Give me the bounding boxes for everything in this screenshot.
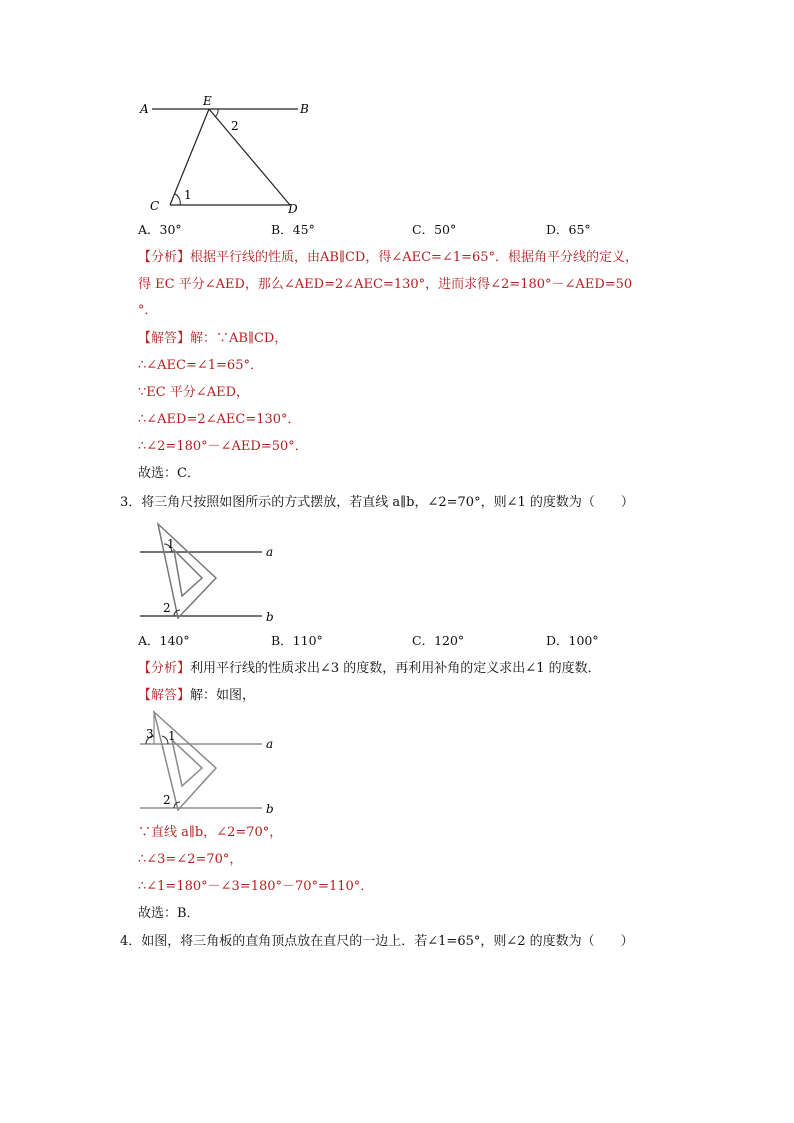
label-e: E xyxy=(203,94,212,108)
q2-option-c: C．50° xyxy=(412,222,457,237)
label-angle-3: 3 xyxy=(146,727,154,741)
q3-options xyxy=(138,633,658,649)
q3-analysis-tag: 【分析】 xyxy=(138,661,191,676)
label-angle-2: 2 xyxy=(163,601,171,615)
label-angle-1: 1 xyxy=(168,729,176,743)
q4-stem: 4．如图，将三角板的直角顶点放在直尺的一边上．若∠1=65°，则∠2 的度数为（ ） xyxy=(120,934,634,949)
q3-answer-line1 xyxy=(138,687,255,705)
label-c: C xyxy=(150,199,160,213)
q3-answer-text1: 解：如图， xyxy=(190,688,256,703)
q3-choice: 故选：B． xyxy=(138,906,200,921)
label-a: a xyxy=(266,545,274,559)
angle-1-arc xyxy=(175,194,180,205)
segment-ed xyxy=(209,109,290,205)
q3-analysis-line1 xyxy=(138,660,601,678)
q2-answer-tag: 【解答】 xyxy=(138,331,191,346)
q2-options xyxy=(138,222,658,238)
q2-analysis-text1: 根据平行线的性质，由AB∥CD，得∠AEC=∠1=65°．根据角平分线的定义， xyxy=(190,250,639,265)
q3-answer-line4: ∴∠1=180°－∠3=180°－70°=110°． xyxy=(138,879,374,894)
q2-option-b: B．45° xyxy=(271,222,315,237)
set-square-inner xyxy=(174,550,202,596)
q3-option-d: D．100° xyxy=(546,633,599,648)
q2-analysis-line3: °． xyxy=(138,303,158,318)
label-a: A xyxy=(140,102,149,116)
q3-stem: 3．将三角尺按照如图所示的方式摆放，若直线 a∥b，∠2=70°，则∠1 的度数为（ ） xyxy=(120,495,634,510)
set-square-inner xyxy=(172,740,202,786)
label-angle-1: 1 xyxy=(167,537,175,551)
q3-option-b: B．110° xyxy=(271,633,323,648)
label-angle-1: 1 xyxy=(184,188,192,202)
q3-option-a: A．140° xyxy=(138,633,190,648)
label-b: b xyxy=(266,610,274,624)
q2-answer-line5: ∴∠2=180°－∠AED=50°． xyxy=(138,439,308,454)
q3-option-c: C．120° xyxy=(412,633,465,648)
q2-analysis-tag: 【分析】 xyxy=(138,250,191,265)
figure-set-square xyxy=(132,520,292,630)
q3-answer-line3: ∴∠3=∠2=70°， xyxy=(138,852,243,867)
q2-answer-line3: ∵EC 平分∠AED， xyxy=(138,385,250,400)
label-d: D xyxy=(288,202,298,216)
q2-analysis-line2: 得 EC 平分∠AED，那么∠AED=2∠AEC=130°，进而求得∠2=180°－∠AED=50 xyxy=(138,277,633,292)
q3-analysis-text1: 利用平行线的性质求出∠3 的度数，再利用补角的定义求出∠1 的度数． xyxy=(190,661,601,676)
label-angle-2: 2 xyxy=(163,793,171,807)
figure-parallel-triangle xyxy=(130,92,330,217)
q2-answer-text1: 解：∵AB∥CD， xyxy=(190,331,288,346)
label-b: B xyxy=(300,102,309,116)
label-b: b xyxy=(266,802,274,816)
q2-choice: 故选：C． xyxy=(138,466,200,481)
label-a: a xyxy=(266,737,274,751)
q2-option-d: D．65° xyxy=(546,222,591,237)
q3-answer-line2: ∵直线 a∥b，∠2=70°， xyxy=(138,825,283,840)
q2-answer-line4: ∴∠AED=2∠AEC=130°． xyxy=(138,412,301,427)
q3-answer-tag: 【解答】 xyxy=(138,688,191,703)
q2-answer-line2: ∴∠AEC=∠1=65°． xyxy=(138,358,263,373)
q2-answer-line1 xyxy=(138,330,287,348)
figure-set-square-solution xyxy=(132,708,292,820)
q2-option-a: A．30° xyxy=(138,222,182,237)
label-angle-2: 2 xyxy=(231,119,239,133)
q2-analysis-line1 xyxy=(138,249,638,267)
